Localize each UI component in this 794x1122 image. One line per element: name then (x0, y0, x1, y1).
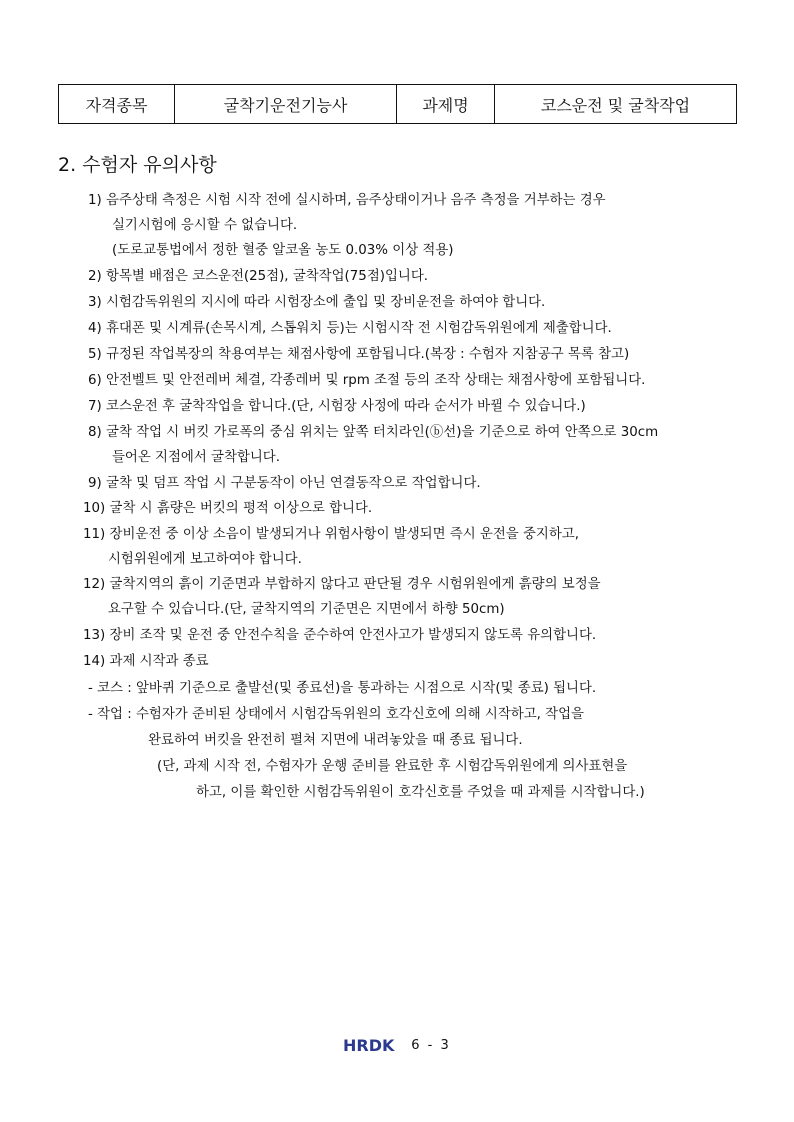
hrdk-logo-text: HRDK (343, 1036, 395, 1054)
item-text: 코스운전 후 굴착작업을 합니다.(단, 시험장 사정에 따라 순서가 바뀔 수 있습니다.) (106, 399, 586, 414)
item-text: 굴착 및 덤프 작업 시 구분동작이 아닌 연결동작으로 작업합니다. (106, 476, 481, 491)
item-text: 음주상태 측정은 시험 시작 전에 실시하며, 음주상태이거나 음주 측정을 거부하는 경우 (106, 193, 606, 208)
header-value-task: 코스운전 및 굴착작업 (495, 85, 737, 124)
list-item (88, 320, 612, 338)
item-continuation: (도로교통법에서 정한 혈중 알코올 농도 0.03% 이상 적용) (112, 243, 454, 258)
item-text: 굴착지역의 흙이 기준면과 부합하지 않다고 판단될 경우 시험위원에게 흙량의 보정을 (109, 577, 601, 592)
sub-item-work: - 작업 : 수험자가 준비된 상태에서 시험감독위원의 호각신호에 의해 시작하고, 작업을 (88, 707, 584, 722)
item-continuation: 들어온 지점에서 굴착합니다. (112, 450, 280, 465)
sub-item-note: (단, 과제 시작 전, 수험자가 운행 준비를 완료한 후 시험감독위원에게 의사표현을 (157, 759, 628, 774)
item-number: 12) (83, 577, 106, 592)
sub-item-continuation: 완료하여 버킷을 완전히 펼쳐 지면에 내려놓았을 때 종료 됩니다. (148, 733, 523, 748)
item-text: 휴대폰 및 시계류(손목시계, 스톱워치 등)는 시험시작 전 시험감독위원에게 제출합니다. (106, 321, 612, 336)
item-number: 4) (88, 321, 102, 336)
item-number: 3) (88, 295, 102, 310)
page-number: 6 - 3 (411, 1037, 451, 1053)
list-item (88, 372, 645, 390)
item-text: 시험감독위원의 지시에 따라 시험장소에 출입 및 장비운전을 하여야 합니다. (106, 295, 546, 310)
item-number: 14) (83, 654, 106, 669)
item-number: 8) (88, 425, 102, 440)
item-number: 5) (88, 347, 102, 362)
item-number: 13) (83, 628, 106, 643)
item-number: 1) (88, 193, 102, 208)
list-item (88, 475, 481, 493)
item-text: 규정된 작업복장의 착용여부는 채점사항에 포함됩니다.(복장 : 수험자 지참공구 목록 참고) (106, 347, 630, 362)
item-number: 9) (88, 476, 102, 491)
list-item (88, 268, 428, 286)
sub-item-course: - 코스 : 앞바퀴 기준으로 출발선(및 종료선)을 통과하는 시점으로 시작(및 종료) 됩니다. (88, 681, 597, 696)
item-continuation: 요구할 수 있습니다.(단, 굴착지역의 기준면은 지면에서 하향 50cm) (108, 602, 505, 617)
header-value-subject: 굴착기운전기능사 (175, 85, 397, 124)
item-continuation: 실기시험에 응시할 수 없습니다. (112, 218, 298, 233)
page-footer (0, 1036, 794, 1054)
item-continuation: 시험위원에게 보고하여야 합니다. (108, 552, 302, 567)
item-text: 굴착 작업 시 버킷 가로폭의 중심 위치는 앞쪽 터치라인(ⓑ선)을 기준으로 하여 안쪽으로 30cm (106, 425, 659, 440)
list-item (88, 424, 658, 442)
item-text: 과제 시작과 종료 (109, 654, 209, 669)
item-number: 7) (88, 399, 102, 414)
header-label-task: 과제명 (397, 85, 495, 124)
sub-item-note-continuation: 하고, 이를 확인한 시험감독위원이 호각신호를 주었을 때 과제를 시작합니다.) (196, 785, 645, 800)
item-text: 항목별 배점은 코스운전(25점), 굴착작업(75점)입니다. (106, 269, 429, 284)
list-item (83, 653, 209, 671)
item-text: 장비운전 중 이상 소음이 발생되거나 위험사항이 발생되면 즉시 운전을 중지하고, (109, 527, 579, 542)
list-item (83, 627, 596, 645)
list-item (83, 500, 372, 518)
item-number: 6) (88, 373, 102, 388)
list-item (88, 398, 586, 416)
list-item (88, 192, 606, 210)
item-text: 안전벨트 및 안전레버 체결, 각종레버 및 rpm 조절 등의 조작 상태는 채점사항에 포함됩니다. (106, 373, 646, 388)
list-item (88, 346, 629, 364)
item-text: 굴착 시 흙량은 버킷의 평적 이상으로 합니다. (109, 501, 373, 516)
list-item (83, 576, 601, 594)
hrdk-logo (343, 1036, 403, 1054)
item-number: 11) (83, 527, 106, 542)
item-number: 10) (83, 501, 106, 516)
list-item (83, 526, 579, 544)
item-text: 장비 조작 및 운전 중 안전수칙을 준수하여 안전사고가 발생되지 않도록 유의합니다. (109, 628, 597, 643)
header-label-subject: 자격종목 (59, 85, 175, 124)
item-number: 2) (88, 269, 102, 284)
header-table (58, 84, 737, 124)
list-item (88, 294, 545, 312)
section-title: 2. 수험자 유의사항 (58, 154, 217, 176)
